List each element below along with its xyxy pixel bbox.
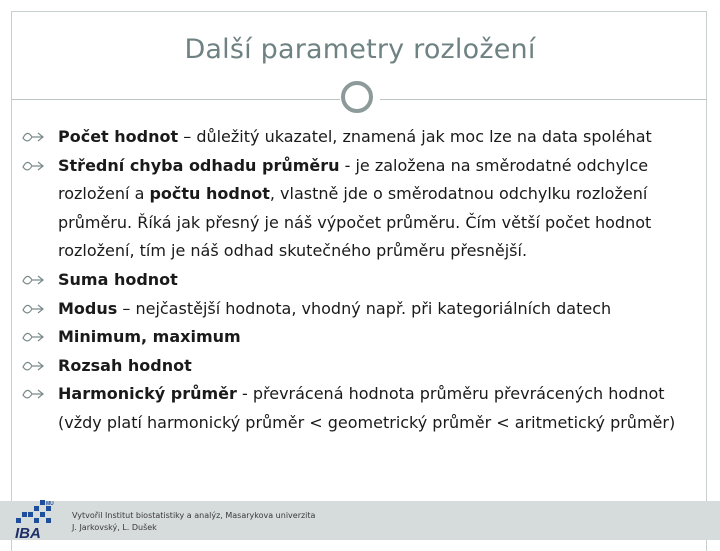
title-divider-left: [12, 99, 340, 100]
bullet-icon: [22, 303, 44, 315]
bullet-text: – důležitý ukazatel, znamená jak moc lze na data spoléhat: [178, 127, 652, 146]
footer-bar: [0, 501, 720, 540]
bullet-icon: [22, 388, 44, 400]
slide-title: Další parametry rozložení: [184, 34, 536, 65]
footer-line-institute: Vytvořil Institut biostatistiky a analýz, Masarykova univerzita: [72, 511, 316, 520]
title-divider-right: [380, 99, 707, 100]
bullet-term: Minimum, maximum: [58, 327, 241, 347]
bullet-item: [22, 266, 712, 295]
bullet-term: Modus: [58, 298, 118, 318]
bullet-term: Střední chyba odhadu průměru: [58, 155, 340, 175]
bullet-text: - je založena na směrodatné odchylce rozložení a: [58, 155, 649, 204]
bullet-text: – nejčastější hodnota, vhodný např. při kategoriálních datech: [117, 298, 612, 318]
logo-mu-text: MU: [46, 501, 54, 507]
bullet-text: - převrácená hodnota průměru převrácených hodnot (vždy platí harmonický průměr < geometrický průměr < aritmetický průměr): [58, 384, 676, 432]
bullet-term: počtu hodnot: [149, 184, 270, 204]
logo-iba-text: IBA: [15, 525, 41, 540]
bullet-item: [22, 152, 712, 266]
bullet-item: [22, 323, 712, 352]
bullet-icon: [22, 274, 44, 286]
bullet-term: Rozsah hodnot: [58, 355, 192, 375]
bullet-icon: [22, 160, 44, 172]
bullet-term: Počet hodnot: [58, 127, 179, 146]
bullet-term: Harmonický průměr: [58, 384, 237, 404]
iba-logo: [12, 498, 58, 540]
footer-credits: [72, 510, 315, 534]
bullet-icon: [22, 131, 44, 143]
bullet-item: [22, 295, 712, 324]
bullet-item: [22, 352, 712, 381]
bullet-icon: [22, 331, 44, 343]
bullet-list: [22, 123, 712, 438]
footer-line-authors: J. Jarkovský, L. Dušek: [72, 523, 157, 532]
bullet-item: [22, 123, 712, 152]
bullet-item: [22, 380, 712, 437]
bullet-term: Suma hodnot: [58, 269, 178, 289]
bullet-text: , vlastně jde o směrodatnou odchylku rozložení průměru. Říká jak přesný je náš výpočet průměru. Čím větší počet hodnot rozložení, tím je náš odhad skutečného průměru přesnější.: [58, 184, 652, 261]
divider-ring-icon: [341, 81, 373, 113]
bullet-icon: [22, 360, 44, 372]
